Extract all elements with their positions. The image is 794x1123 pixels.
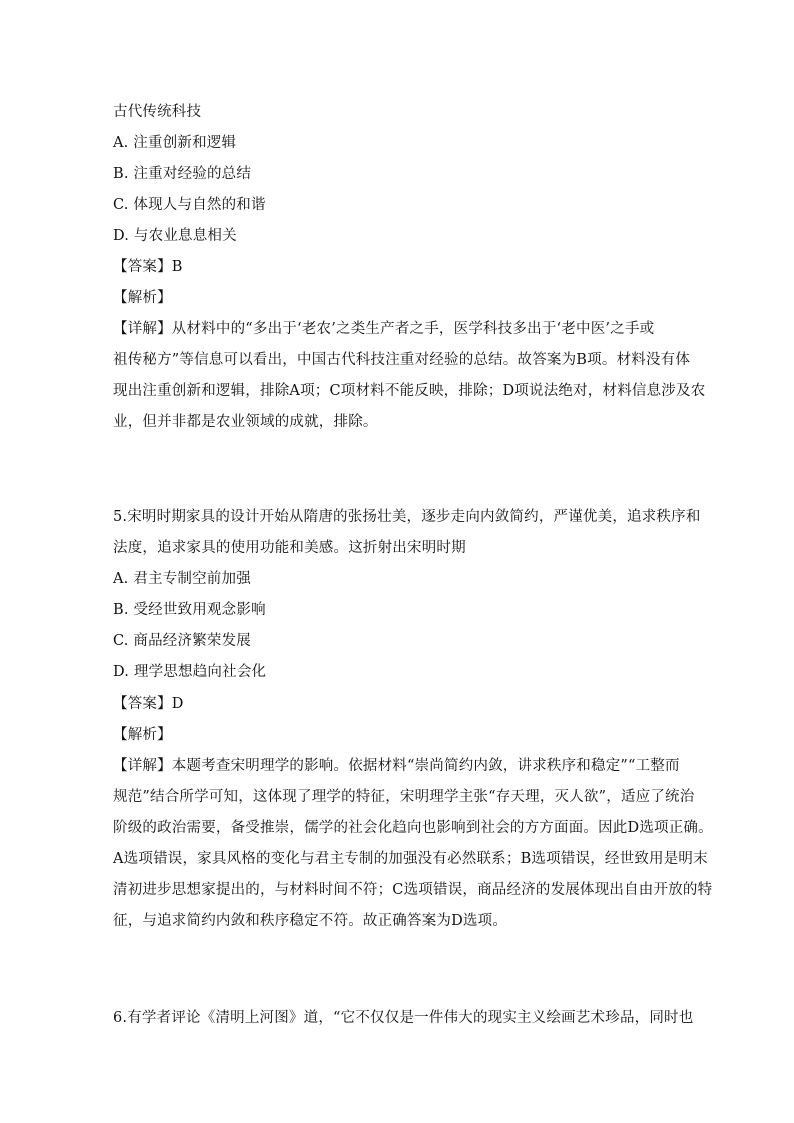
q5-detail-line: 征，与追求简约内敛和秩序稳定不符。故正确答案为D选项。 <box>113 913 508 929</box>
q5-detail-line: 清初进步思想家提出的，与材料时间不符；C选项错误，商品经济的发展体现出自由开放的特 <box>113 882 713 898</box>
q4-answer: 【答案】B <box>113 259 183 275</box>
q5-option-d: D. 理学思想趋向社会化 <box>113 664 267 680</box>
q4-option-a: A. 注重创新和逻辑 <box>113 135 237 151</box>
q4-option-d: D. 与农业息息相关 <box>113 228 237 244</box>
q4-option-b: B. 注重对经验的总结 <box>113 166 252 182</box>
q5-option-a: A. 君主专制空前加强 <box>113 571 251 587</box>
q4-detail-line: 现出注重创新和逻辑，排除A项；C项材料不能反映，排除；D项说法绝对，材料信息涉及农 <box>113 383 706 399</box>
q4-detail-line: 祖传秘方”等信息可以看出，中国古代科技注重对经验的总结。故答案为B项。材料没有体 <box>113 352 691 368</box>
q5-stem-line: 法度，追求家具的使用功能和美感。这折射出宋明时期 <box>113 540 466 556</box>
q5-option-b: B. 受经世致用观念影响 <box>113 602 266 618</box>
q4-detail-line: 业，但并非都是农业领域的成就，排除。 <box>113 414 378 430</box>
q6-stem-line: 6.有学者评论《清明上河图》道，“它不仅仅是一件伟大的现实主义绘画艺术珍品，同时也 <box>113 1010 694 1026</box>
q5-stem-line: 5.宋明时期家具的设计开始从隋唐的张扬壮美，逐步走向内敛简约，严谨优美，追求秩序和 <box>113 509 701 525</box>
q5-detail-line: 规范”结合所学可知，这体现了理学的特征，宋明理学主张“存天理，灭人欲”，适应了统治 <box>113 789 695 805</box>
q4-option-c: C. 体现人与自然的和谐 <box>113 197 266 213</box>
q4-stem-tail: 古代传统科技 <box>113 104 202 120</box>
q5-detail-line: 【详解】本题考查宋明理学的影响。依据材料“崇尚简约内敛，讲求秩序和稳定”“工整而 <box>113 758 680 774</box>
q5-answer: 【答案】D <box>113 696 184 712</box>
q5-detail-line: A选项错误，家具风格的变化与君主专制的加强没有必然联系；B选项错误，经世致用是明末 <box>113 851 708 867</box>
q5-detail-line: 阶级的政治需要，备受推崇，儒学的社会化趋向也影响到社会的方方面面。因此D选项正确。 <box>113 820 713 836</box>
q4-analysis-label: 【解析】 <box>113 290 172 306</box>
q5-analysis-label: 【解析】 <box>113 727 172 743</box>
q4-detail-line: 【详解】从材料中的“多出于‘老农’之类生产者之手，医学科技多出于‘老中医’之手或 <box>113 321 655 337</box>
q5-option-c: C. 商品经济繁荣发展 <box>113 633 251 649</box>
